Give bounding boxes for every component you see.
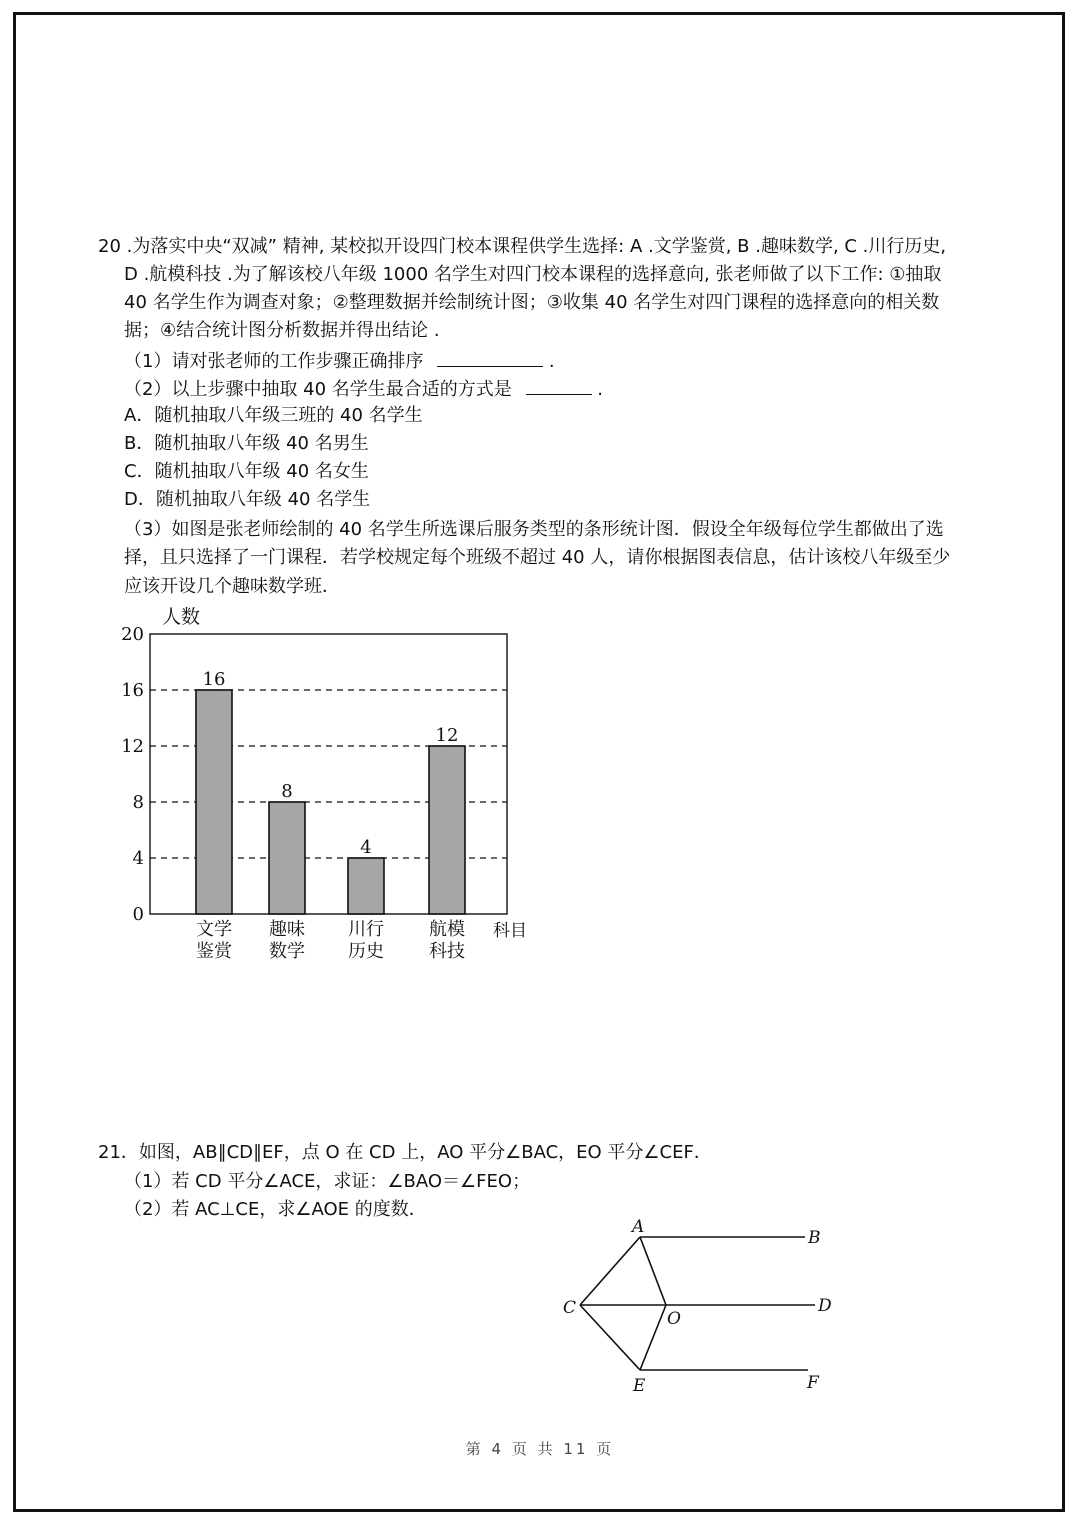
y-tick-label: 8 [132, 792, 144, 813]
q20-sub3-line2: 择，且只选择了一门课程．若学校规定每个班级不超过 40 人，请你根据图表信息，估计该校八年级至少 [124, 547, 951, 568]
q20-sub1 [124, 346, 555, 376]
q20-sub1-text: （1）请对张老师的工作步骤正确排序 [124, 351, 424, 372]
bar-chart [110, 600, 550, 980]
q20-line2: D .航模科技 .为了解该校八年级 1000 名学生对四门校本课程的选择意向, 张老师做了以下工作: ①抽取 [124, 264, 942, 285]
answer-blank-2[interactable] [526, 374, 592, 395]
q20-sub3-line3: 应该开设几个趣味数学班． [124, 576, 340, 597]
y-tick-label: 0 [132, 904, 144, 925]
q21-line1: 21．如图，AB∥CD∥EF，点 O 在 CD 上，AO 平分∠BAC，EO 平分∠CEF． [98, 1142, 712, 1163]
q20-line4: 据；④结合统计图分析数据并得出结论 . [124, 320, 440, 341]
label-c: C [563, 1298, 577, 1318]
y-tick-label: 4 [132, 848, 144, 869]
chart-bars [196, 669, 465, 914]
option-d: D．随机抽取八年级 40 名学生 [124, 489, 371, 510]
data-label: 4 [360, 837, 372, 858]
x-tick-labels [196, 919, 465, 962]
x-tick-label: 航模 [429, 919, 465, 940]
x-tick-label: 文学 [196, 919, 232, 940]
label-b: B [808, 1228, 821, 1248]
q20-sub1-end: . [548, 351, 555, 372]
data-label: 16 [202, 669, 226, 690]
answer-blank-1[interactable] [437, 346, 543, 367]
x-tick-label: 趣味 [269, 919, 305, 940]
x-tick-label: 川行 [348, 919, 384, 940]
segment-ce [580, 1305, 640, 1370]
q20-line3: 40 名学生作为调查对象；②整理数据并绘制统计图；③收集 40 名学生对四门课程的选择意向的相关数 [124, 292, 940, 313]
x-tick-label: 数学 [269, 941, 305, 962]
q20-sub2 [124, 374, 603, 404]
label-d: D [818, 1296, 832, 1316]
segment-eo [640, 1305, 666, 1370]
q21-sub2: （2）若 AC⊥CE，求∠AOE 的度数． [124, 1199, 427, 1220]
label-o: O [667, 1309, 681, 1329]
x-tick-label: 历史 [348, 941, 384, 962]
bar [429, 746, 465, 914]
y-tick-label: 12 [121, 736, 144, 757]
geometry-figure [550, 1210, 850, 1400]
bar [269, 802, 305, 914]
label-e: E [633, 1376, 646, 1396]
q20-sub3-line1: （3）如图是张老师绘制的 40 名学生所选课后服务类型的条形统计图．假设全年级每位学生都做出了选 [124, 519, 944, 540]
y-tick-label: 16 [121, 680, 144, 701]
y-axis-label: 人数 [162, 606, 201, 628]
segment-ao [640, 1237, 666, 1305]
bar [196, 690, 232, 914]
q21-sub1: （1）若 CD 平分∠ACE，求证：∠BAO＝∠FEO； [124, 1171, 531, 1192]
q20-sub2-end: . [597, 379, 604, 400]
option-b: B．随机抽取八年级 40 名男生 [124, 433, 369, 454]
x-tick-label: 鉴赏 [196, 941, 232, 962]
x-axis-label: 科目 [493, 921, 527, 941]
label-f: F [807, 1373, 819, 1393]
q20-sub2-text: （2）以上步骤中抽取 40 名学生最合适的方式是 [124, 379, 512, 400]
bar [348, 858, 384, 914]
option-a: A．随机抽取八年级三班的 40 名学生 [124, 405, 423, 426]
x-tick-label: 科技 [429, 941, 465, 962]
q20-line1: 20 .为落实中央“双减” 精神, 某校拟开设四门校本课程供学生选择: A .文学鉴赏, B .趣味数学, C .川行历史, [98, 236, 947, 257]
y-tick-label: 20 [121, 624, 144, 645]
label-a: A [632, 1217, 645, 1237]
data-label: 12 [435, 725, 459, 746]
data-label: 8 [281, 781, 293, 802]
segment-ca [580, 1237, 640, 1305]
option-c: C．随机抽取八年级 40 名女生 [124, 461, 369, 482]
y-tick-labels [121, 624, 144, 925]
page-footer: 第 4 页 共 11 页 [465, 1440, 615, 1458]
